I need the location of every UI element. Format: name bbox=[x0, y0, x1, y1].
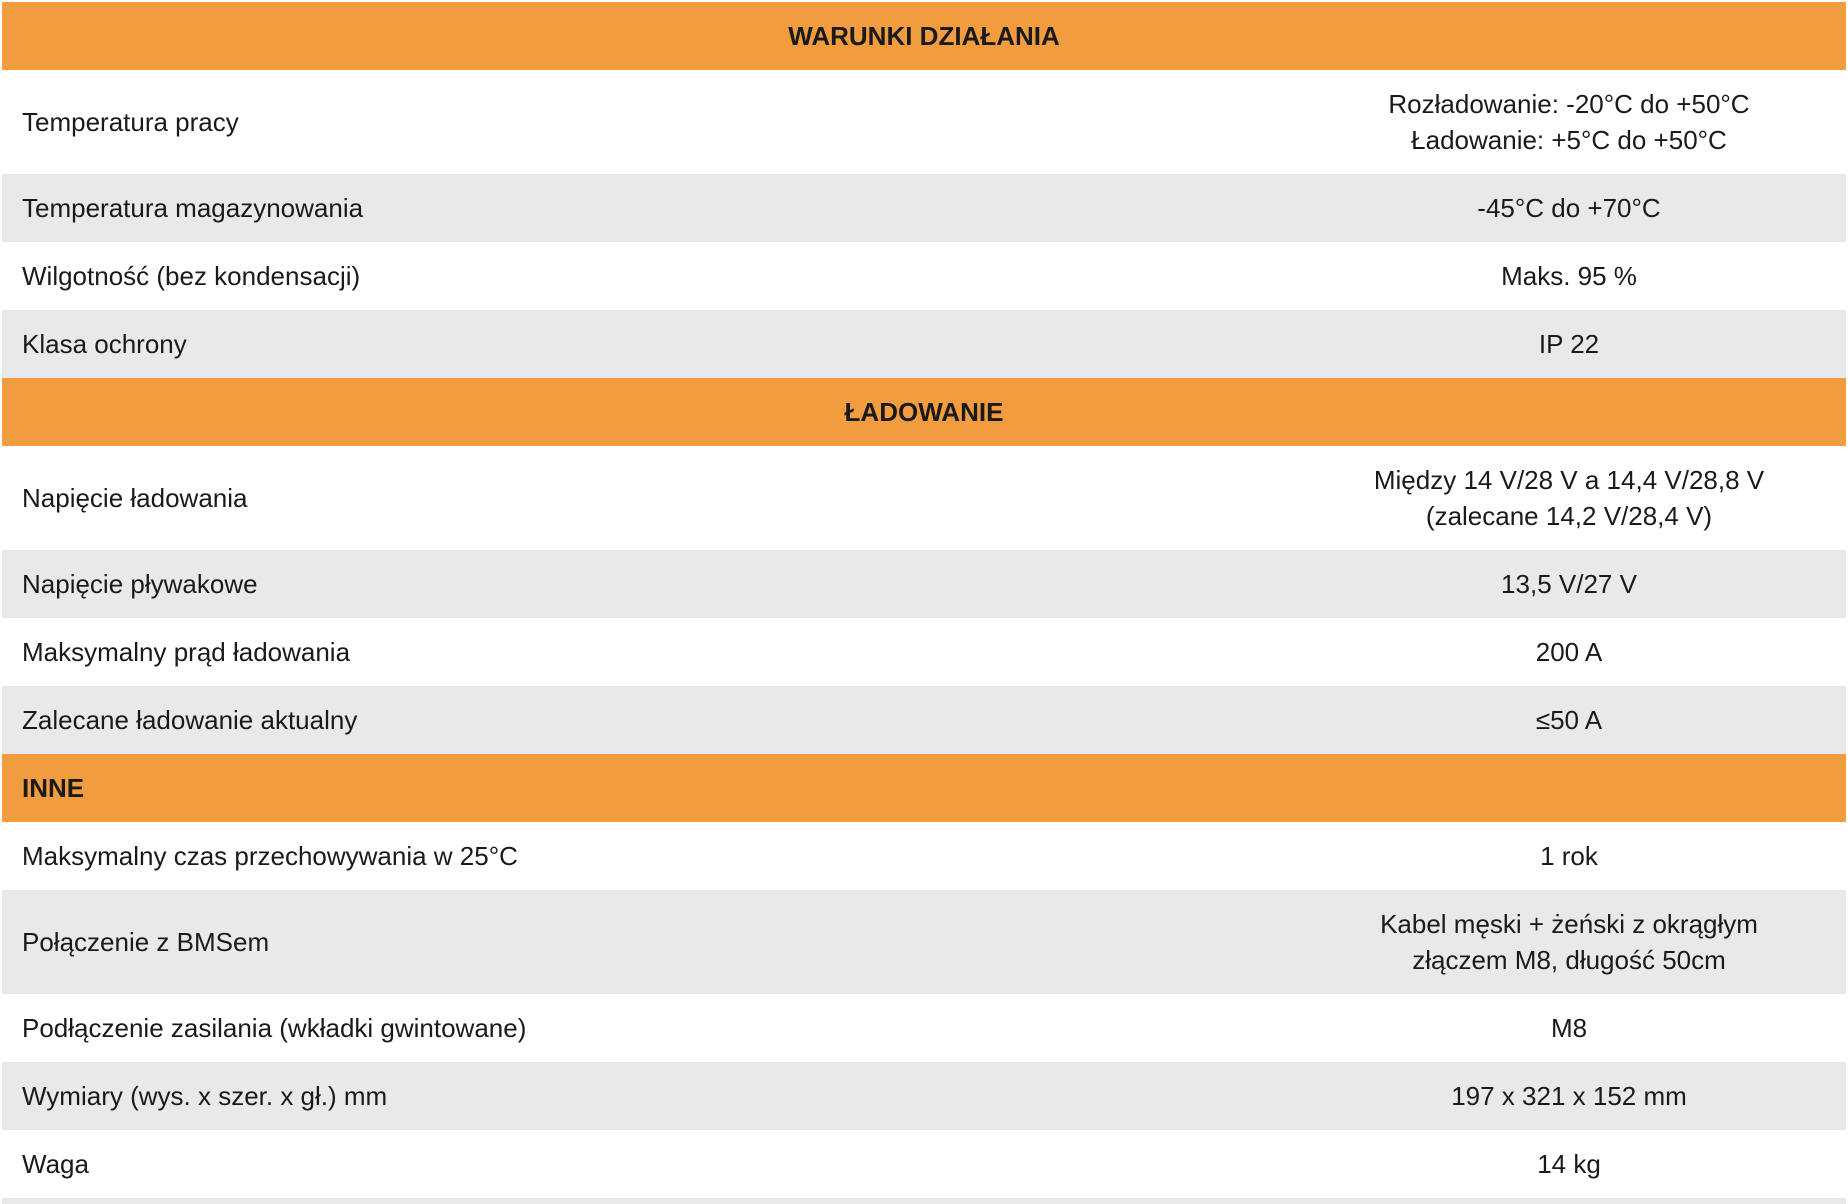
row-value bbox=[1302, 326, 1846, 362]
row-label: Temperatura pracy bbox=[22, 106, 239, 137]
value-line: złączem M8, długość 50cm bbox=[1412, 945, 1726, 975]
row-label: Waga bbox=[22, 1148, 89, 1179]
row-value bbox=[1302, 838, 1846, 874]
table-row bbox=[2, 994, 1846, 1062]
row-value bbox=[1302, 462, 1846, 534]
row-value bbox=[1302, 190, 1846, 226]
value-line: (zalecane 14,2 V/28,4 V) bbox=[1425, 501, 1713, 531]
table-row bbox=[2, 618, 1846, 686]
table-row bbox=[2, 1130, 1846, 1198]
row-value bbox=[1302, 1078, 1846, 1114]
row-value bbox=[1302, 906, 1846, 978]
table-row bbox=[2, 822, 1846, 890]
spec-table bbox=[2, 2, 1846, 1204]
section-title: INNE bbox=[22, 772, 85, 803]
value-line: M8 bbox=[1550, 1013, 1588, 1043]
row-label: Napięcie ładowania bbox=[22, 482, 248, 513]
value-line: 13,5 V/27 V bbox=[1501, 569, 1637, 599]
value-line: 200 A bbox=[1535, 637, 1603, 667]
value-line: Ładowanie: +5°C do +50°C bbox=[1411, 125, 1727, 155]
row-value bbox=[1302, 1146, 1846, 1182]
bottom-divider bbox=[2, 1198, 1846, 1204]
value-line: 197 x 321 x 152 mm bbox=[1451, 1081, 1687, 1111]
section-title: WARUNKI DZIAŁANIA bbox=[788, 20, 1060, 51]
table-row bbox=[2, 686, 1846, 754]
value-line: Maks. 95 % bbox=[1501, 261, 1637, 291]
row-label: Zalecane ładowanie aktualny bbox=[22, 704, 358, 735]
section-title: ŁADOWANIE bbox=[844, 396, 1004, 427]
row-label: Podłączenie zasilania (wkładki gwintowane) bbox=[22, 1012, 527, 1043]
table-row bbox=[2, 1062, 1846, 1130]
value-line: Między 14 V/28 V a 14,4 V/28,8 V bbox=[1373, 465, 1765, 495]
row-label: Połączenie z BMSem bbox=[22, 926, 270, 957]
row-label: Maksymalny czas przechowywania w 25°C bbox=[22, 840, 518, 871]
value-line: 1 rok bbox=[1540, 841, 1598, 871]
row-label: Wymiary (wys. x szer. x gł.) mm bbox=[22, 1080, 388, 1111]
row-value bbox=[1302, 258, 1846, 294]
row-value bbox=[1302, 702, 1846, 738]
row-label: Klasa ochrony bbox=[22, 328, 187, 359]
table-row bbox=[2, 174, 1846, 242]
row-value bbox=[1302, 634, 1846, 670]
table-row bbox=[2, 310, 1846, 378]
value-line: 14 kg bbox=[1537, 1149, 1601, 1179]
value-line: Kabel męski + żeński z okrągłym bbox=[1380, 909, 1758, 939]
section-header-ladowanie bbox=[2, 378, 1846, 446]
row-label: Maksymalny prąd ładowania bbox=[22, 636, 351, 667]
value-line: Rozładowanie: -20°C do +50°C bbox=[1388, 89, 1750, 119]
table-row bbox=[2, 70, 1846, 174]
table-row bbox=[2, 550, 1846, 618]
row-label: Napięcie pływakowe bbox=[22, 568, 258, 599]
row-value bbox=[1302, 566, 1846, 602]
value-line: ≤50 A bbox=[1535, 705, 1603, 735]
row-value bbox=[1302, 86, 1846, 158]
value-line: -45°C do +70°C bbox=[1477, 193, 1661, 223]
section-header-warunki bbox=[2, 2, 1846, 70]
row-label: Wilgotność (bez kondensacji) bbox=[22, 260, 361, 291]
section-header-inne bbox=[2, 754, 1846, 822]
table-row bbox=[2, 446, 1846, 550]
row-value bbox=[1302, 1010, 1846, 1046]
table-row bbox=[2, 242, 1846, 310]
value-line: IP 22 bbox=[1538, 329, 1600, 359]
table-row bbox=[2, 890, 1846, 994]
row-label: Temperatura magazynowania bbox=[22, 192, 364, 223]
